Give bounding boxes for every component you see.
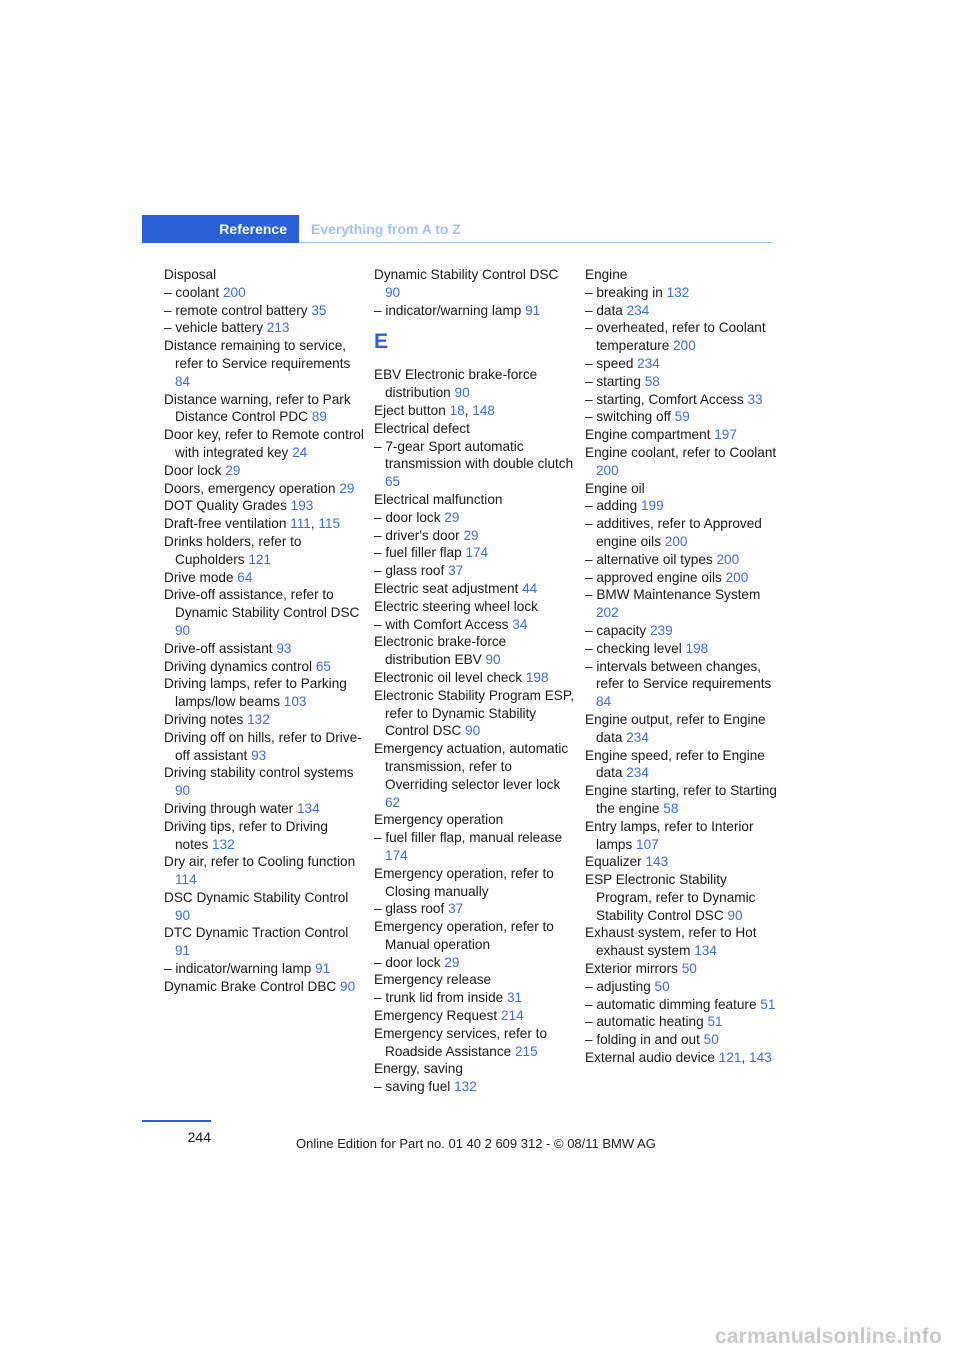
index-term: – saving fuel	[374, 1079, 451, 1095]
page-link[interactable]: 44	[522, 580, 538, 596]
page-link[interactable]: 58	[663, 800, 679, 816]
chapter-tab: Reference	[142, 215, 299, 243]
index-term: – fuel filler flap, manual release	[374, 830, 563, 846]
page-link[interactable]: 90	[385, 284, 401, 300]
index-term: Emergency Request	[374, 1008, 498, 1024]
page-link[interactable]: 50	[681, 961, 697, 977]
index-term: Drive-off assistance, refer to Dynamic Stability Control DSC	[164, 587, 360, 621]
index-entry	[585, 978, 785, 996]
index-entry	[164, 480, 364, 498]
index-column-1	[164, 266, 364, 996]
index-entry	[164, 764, 364, 800]
index-entry	[585, 1013, 785, 1031]
index-term: – automatic heating	[585, 1014, 704, 1030]
index-term: Driving off on hills, refer to Drive-off assistant	[164, 729, 362, 763]
index-column-3	[585, 266, 785, 1067]
index-entry	[585, 586, 785, 622]
page-link[interactable]: 62	[385, 794, 401, 810]
index-entry	[374, 633, 574, 669]
page-link[interactable]: 65	[315, 658, 331, 674]
page-link[interactable]: 90	[175, 783, 191, 799]
page-link[interactable]: 58	[644, 373, 660, 389]
index-term: Electronic Stability Program ESP, refer to Dynamic Stability Control DSC	[374, 687, 574, 739]
index-entry	[164, 729, 364, 765]
page-link[interactable]: 200	[716, 551, 740, 567]
page-link[interactable]: 132	[454, 1079, 477, 1095]
index-entry	[164, 426, 364, 462]
index-term: – indicator/warning lamp	[164, 961, 312, 977]
index-entry	[585, 480, 785, 498]
page-link[interactable]: 35	[311, 302, 327, 318]
index-term: – capacity	[585, 622, 647, 638]
index-term: – coolant	[164, 284, 220, 300]
index-term: Electrical malfunction	[374, 491, 503, 507]
page-header	[142, 215, 773, 243]
index-term: Electronic oil level check	[374, 669, 523, 685]
index-term: Disposal	[164, 267, 217, 282]
index-term: Drive mode	[164, 569, 234, 585]
index-term: Engine coolant, refer to Coolant	[585, 444, 777, 460]
page-link[interactable]: 90	[340, 978, 356, 994]
edition-note: Online Edition for Part no. 01 40 2 609 312 - © 08/11 BMW AG	[296, 1136, 656, 1151]
index-entry	[585, 747, 785, 783]
index-entry	[374, 865, 574, 901]
page-link[interactable]: 198	[525, 669, 549, 685]
index-entry	[164, 462, 364, 480]
index-term: Emergency operation, refer to Manual operation	[374, 919, 554, 952]
index-term: – folding in and out	[585, 1032, 700, 1048]
page-link[interactable]: 143	[645, 854, 669, 870]
index-entry	[374, 616, 574, 634]
index-term: Drinks holders, refer to Cupholders	[164, 533, 302, 567]
index-entry	[374, 527, 574, 545]
index-term: DSC Dynamic Stability Control	[164, 889, 349, 905]
page-link[interactable]: 50	[654, 978, 670, 994]
page-link[interactable]: 29	[225, 462, 241, 478]
index-term: Engine	[585, 267, 628, 282]
index-entry	[374, 687, 574, 740]
index-entry	[164, 266, 364, 284]
index-entry	[164, 569, 364, 587]
page-link[interactable]: 121	[248, 551, 271, 567]
index-term: Drive-off assistant	[164, 640, 273, 656]
page-link[interactable]: 50	[703, 1032, 719, 1048]
index-term: ESP Electronic Stability Program, refer to Dynamic Stability Control DSC	[585, 872, 756, 923]
index-term: DOT Quality Grades	[164, 498, 287, 514]
page-link[interactable]: 29	[444, 509, 460, 525]
index-entry	[164, 711, 364, 729]
index-entry	[585, 497, 785, 515]
page-link[interactable]: 84	[596, 694, 612, 710]
index-entry	[164, 319, 364, 337]
page-link[interactable]: 202	[596, 605, 619, 621]
page-link[interactable]: 93	[276, 640, 292, 656]
page-link[interactable]: 215	[514, 1043, 538, 1059]
index-entry	[585, 658, 785, 711]
index-term: DTC Dynamic Traction Control	[164, 925, 349, 941]
watermark: carmanualsonline.info	[714, 1325, 942, 1348]
page-link[interactable]: 93	[251, 747, 267, 763]
page-link[interactable]: 31	[506, 990, 523, 1006]
page-link[interactable]: 64	[237, 569, 253, 585]
index-entry	[164, 675, 364, 711]
index-term: – door lock	[374, 954, 441, 970]
page-link[interactable]: 18	[449, 402, 465, 418]
index-term: – BMW Maintenance System	[585, 587, 761, 603]
index-entry	[374, 302, 574, 320]
page-link[interactable]: 37	[448, 563, 464, 579]
page-link[interactable]: 134	[296, 800, 320, 816]
page-link[interactable]: 132	[212, 836, 235, 852]
page-link[interactable]: 234	[637, 355, 660, 371]
index-term: EBV Electronic brake-force distribution	[374, 367, 538, 401]
index-entry	[374, 1060, 574, 1078]
index-term: Doors, emergency operation	[164, 480, 336, 496]
index-term: – switching off	[585, 409, 671, 425]
index-entry	[374, 562, 574, 580]
page-link[interactable]: 213	[266, 320, 290, 336]
index-term: Exhaust system, refer to Hot exhaust system	[585, 925, 757, 959]
index-term: Eject button	[374, 402, 446, 418]
page-link[interactable]: 29	[444, 954, 460, 970]
index-entry	[585, 853, 785, 871]
index-entry	[164, 889, 364, 925]
page-link[interactable]: 134	[694, 943, 717, 959]
index-term: Driving dynamics control	[164, 658, 313, 674]
page-link[interactable]: 90	[454, 385, 470, 401]
index-term: – with Comfort Access	[374, 616, 509, 632]
index-term: – starting	[585, 373, 641, 389]
index-entry	[585, 996, 785, 1014]
page-link[interactable]: 200	[222, 284, 246, 300]
index-term: – fuel filler flap	[374, 545, 462, 561]
index-term: Draft-free ventilation	[164, 516, 287, 532]
page-link[interactable]: 89	[311, 409, 327, 425]
page-link[interactable]: 107	[636, 836, 659, 852]
index-entry	[585, 960, 785, 978]
index-entry	[374, 438, 574, 491]
index-term: Distance warning, refer to Park Distance Control PDC	[164, 391, 351, 425]
index-term: – approved engine oils	[585, 569, 722, 585]
index-entry	[585, 444, 785, 480]
index-term: – trunk lid from inside	[374, 990, 504, 1006]
index-term: – glass roof	[374, 901, 445, 917]
index-term: – driver's door	[374, 527, 460, 543]
index-term: – door lock	[374, 509, 441, 525]
index-entry	[374, 900, 574, 918]
page-link[interactable]: 111	[290, 516, 311, 532]
page-link[interactable]: 200	[673, 338, 696, 354]
page-link[interactable]: 174	[465, 545, 489, 561]
index-term: – checking level	[585, 640, 682, 656]
page-link[interactable]: 51	[760, 996, 776, 1012]
index-entry	[585, 818, 785, 854]
index-term: External audio device	[585, 1050, 715, 1066]
index-entry	[374, 740, 574, 811]
index-term: Dynamic Stability Control DSC	[374, 267, 559, 282]
page-link[interactable]: 234	[626, 729, 649, 745]
page-link[interactable]: 90	[175, 622, 191, 638]
page-link[interactable]: 234	[626, 302, 650, 318]
index-entry	[164, 658, 364, 676]
index-entry	[374, 1025, 574, 1061]
index-term: Dry air, refer to Cooling function	[164, 854, 356, 870]
index-term: – breaking in	[585, 284, 663, 300]
index-entry	[585, 284, 785, 302]
index-term: Engine starting, refer to Starting the engine	[585, 783, 777, 816]
section-title: Everything from A to Z	[311, 221, 461, 237]
index-entry	[585, 266, 785, 284]
page-link[interactable]: 103	[283, 694, 307, 710]
index-term: Electric seat adjustment	[374, 580, 519, 596]
page-link[interactable]: 193	[290, 498, 314, 514]
index-entry	[585, 319, 785, 355]
index-entry	[374, 366, 574, 402]
page-link[interactable]: 90	[727, 907, 743, 923]
page-link[interactable]: 24	[292, 444, 308, 460]
index-entry	[585, 391, 785, 409]
page-link[interactable]: 200	[596, 462, 619, 478]
footer-rule	[142, 1120, 211, 1122]
index-entry	[164, 302, 364, 320]
page-link[interactable]: 33	[747, 391, 763, 407]
index-term: – starting, Comfort Access	[585, 391, 744, 407]
index-term: Door key, refer to Remote control with integrated key	[164, 427, 364, 460]
index-entry	[585, 426, 785, 444]
index-entry	[374, 598, 574, 616]
index-term: Driving notes	[164, 711, 244, 727]
page-link[interactable]: 132	[666, 284, 690, 300]
index-entry: External audio device 121, 143	[585, 1050, 772, 1066]
index-term: Driving tips, refer to Driving notes	[164, 818, 328, 852]
index-entry	[164, 640, 364, 658]
page-link[interactable]: 174	[385, 847, 408, 863]
index-entry	[374, 1078, 574, 1096]
page-link[interactable]: 199	[640, 498, 664, 514]
index-entry: Draft-free ventilation 111, 115	[164, 516, 341, 532]
page-link[interactable]: 90	[465, 723, 481, 739]
index-entry	[585, 622, 785, 640]
index-entry	[164, 337, 364, 390]
page-link[interactable]: 91	[175, 943, 191, 959]
index-term: – glass roof	[374, 563, 445, 579]
index-term: Driving lamps, refer to Parking lamps/low beams	[164, 676, 347, 710]
index-entry	[164, 960, 364, 978]
page-link[interactable]: 29	[463, 527, 479, 543]
page-link[interactable]: 115	[318, 516, 341, 532]
index-entry	[164, 853, 364, 889]
index-term: – adding	[585, 498, 638, 514]
index-entry	[585, 1031, 785, 1049]
index-term: Emergency actuation, automatic transmission, refer to Overriding selector lever lock	[374, 741, 569, 792]
index-term: Engine oil	[585, 480, 645, 496]
index-entry	[585, 782, 785, 818]
index-entry	[585, 373, 785, 391]
index-term: Equalizer	[585, 854, 642, 870]
index-entry	[374, 509, 574, 527]
index-term: Entry lamps, refer to Interior lamps	[585, 818, 754, 852]
index-entry	[585, 640, 785, 658]
page-link[interactable]: 214	[500, 1008, 524, 1024]
index-term: Emergency operation	[374, 812, 504, 828]
index-term: Electronic brake-force distribution EBV	[374, 634, 507, 668]
index-term: Driving through water	[164, 800, 294, 816]
index-term: – remote control battery	[164, 302, 308, 318]
index-term: Engine speed, refer to Engine data	[585, 747, 765, 781]
index-term: – speed	[585, 355, 634, 371]
index-entry	[585, 924, 785, 960]
index-term: – vehicle battery	[164, 320, 263, 336]
page-link[interactable]: 59	[674, 409, 690, 425]
page-link[interactable]: 148	[472, 402, 495, 418]
index-entry	[374, 669, 574, 687]
index-term: Door lock	[164, 462, 222, 478]
index-column-2	[374, 266, 574, 1096]
page-link[interactable]: 197	[714, 427, 737, 443]
section-letter: E	[374, 330, 389, 354]
index-term: – additives, refer to Approved engine oils	[585, 516, 762, 549]
page-number: 244	[187, 1129, 211, 1145]
index-term: Engine compartment	[585, 427, 711, 443]
index-entry	[585, 551, 785, 569]
index-term: – overheated, refer to Coolant temperature	[585, 320, 766, 354]
index-term: – data	[585, 302, 623, 318]
index-term: Emergency services, refer to Roadside Assistance	[374, 1025, 548, 1059]
index-entry	[164, 818, 364, 854]
index-term: Driving stability control systems	[164, 765, 354, 781]
index-term: Engine output, refer to Engine data	[585, 711, 766, 745]
page-link[interactable]: 51	[707, 1014, 723, 1030]
page-link[interactable]: 37	[448, 901, 464, 917]
index-term: Emergency operation, refer to Closing manually	[374, 865, 554, 899]
index-entry	[585, 711, 785, 747]
page-link[interactable]: 198	[685, 640, 709, 656]
index-entry	[374, 580, 574, 598]
index-term: Distance remaining to service, refer to Service requirements	[164, 338, 351, 371]
index-entry	[374, 491, 574, 509]
page-link[interactable]: 91	[525, 302, 541, 318]
index-term: – intervals between changes, refer to Service requirements	[585, 658, 772, 692]
index-term: Dynamic Brake Control DBC	[164, 978, 337, 994]
page-link[interactable]: 91	[315, 961, 331, 977]
index-entry	[374, 954, 574, 972]
index-term: Energy, saving	[374, 1061, 463, 1077]
index-entry: Eject button 18, 148	[374, 402, 495, 418]
index-term: Exterior mirrors	[585, 961, 678, 977]
page-link[interactable]: 34	[512, 616, 528, 632]
index-term: – automatic dimming feature	[585, 996, 757, 1012]
index-term: – 7-gear Sport automatic transmission with double clutch	[374, 438, 574, 472]
page-link[interactable]: 114	[175, 872, 197, 888]
index-entry	[374, 420, 574, 438]
index-entry	[585, 302, 785, 320]
index-entry	[585, 408, 785, 426]
index-term: – adjusting	[585, 978, 651, 994]
page-link[interactable]: 239	[650, 622, 673, 638]
index-entry	[374, 829, 574, 865]
index-entry	[164, 924, 364, 960]
page-link[interactable]: 200	[725, 569, 749, 585]
page-link[interactable]: 234	[626, 765, 649, 781]
index-entry	[374, 918, 574, 954]
page-link[interactable]: 132	[247, 711, 270, 727]
page-link[interactable]: 29	[339, 480, 355, 496]
header-rule	[299, 242, 773, 243]
index-entry	[164, 497, 364, 515]
index-entry	[164, 978, 364, 996]
index-entry	[585, 355, 785, 373]
index-term: – indicator/warning lamp	[374, 302, 522, 318]
index-term: Electrical defect	[374, 420, 470, 436]
page-link[interactable]: 200	[664, 533, 688, 549]
page-link[interactable]: 90	[175, 907, 191, 923]
index-entry	[374, 544, 574, 562]
index-entry	[374, 1007, 574, 1025]
index-term: Emergency release	[374, 972, 492, 988]
index-entry	[164, 391, 364, 427]
index-entry	[374, 266, 574, 302]
index-entry	[164, 533, 364, 569]
page-link[interactable]: 143	[749, 1050, 772, 1066]
index-entry	[374, 989, 574, 1007]
page-link[interactable]: 65	[385, 474, 401, 490]
index-entry	[585, 569, 785, 587]
page-link[interactable]: 90	[485, 652, 501, 668]
page-link[interactable]: 84	[175, 373, 191, 389]
index-term: Electric steering wheel lock	[374, 598, 538, 614]
index-entry	[164, 284, 364, 302]
index-entry	[374, 971, 574, 989]
index-term: – alternative oil types	[585, 551, 713, 567]
index-entry	[374, 811, 574, 829]
index-entry	[164, 800, 364, 818]
index-entry	[164, 586, 364, 639]
page-link[interactable]: 121	[718, 1050, 742, 1066]
index-entry	[585, 515, 785, 551]
index-entry	[585, 871, 785, 924]
